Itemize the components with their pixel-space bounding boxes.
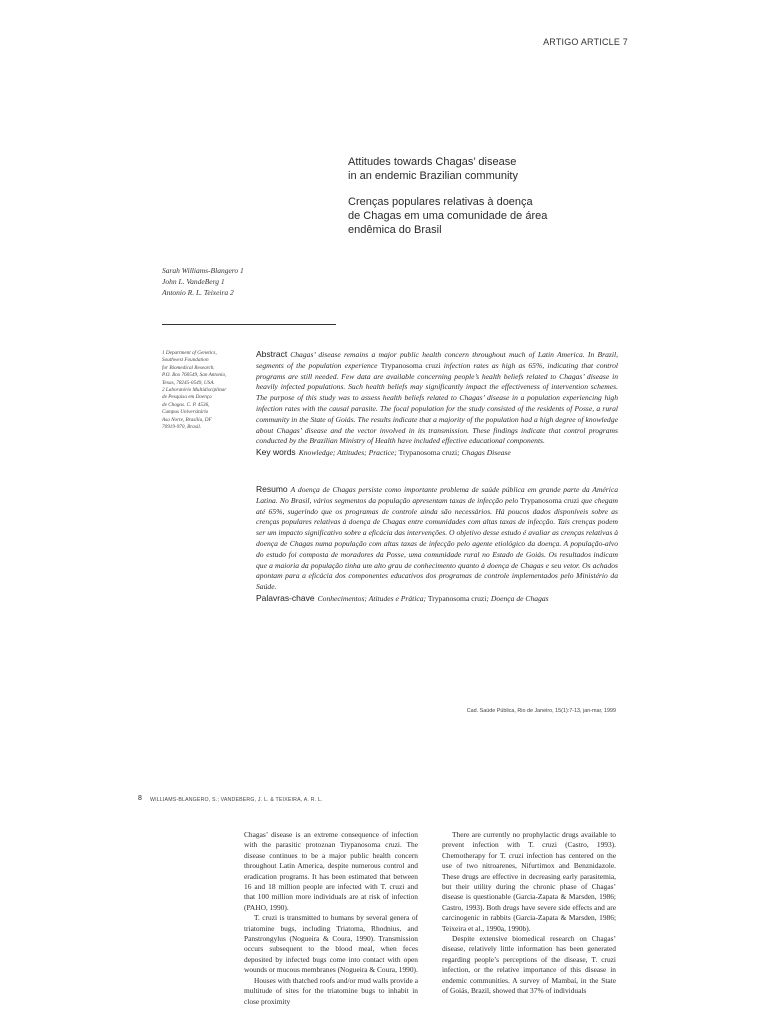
title-pt-line1: Crenças populares relativas à doença — [348, 196, 533, 208]
body-paragraph: Despite extensive biomedical research on Chagas’ disease, relatively little information has been generated regarding people’s perceptions of the disease, T. cruzi infection, or the relative importance of this disease in endemic communities. A survey of Mambaí, in the State of Goiás, Brazil, showed that 37% of individuals — [442, 934, 616, 996]
resumo-text-cont: que chegam até 65%, sugerindo que os programas de controle ainda são necessários. Há poucos dados disponíveis sobre as crenças populares relativas à doença de Chagas entre comunidades com altas taxas de infecção. Tais crenças podem ser um impacto significativo sobre a eficácia das intervenções. O objetivo desse estudo é avaliar as crenças relativas à doença de Chagas numa população com altas taxas de infecção pelo agente etiológico da doença. A população-alvo do estudo foi composta de moradores da Posse, uma comunidade rural no Estado de Goiás. Os resultados indicam que a maioria da população tinha um alto grau de conhecimento quanto à doença de Chagas e seu vetor. Os achados apontam para a eficácia dos componentes educativos dos programas de controle implementados pelo Ministério da Saúde. — [256, 495, 618, 592]
resumo-label: Resumo — [256, 484, 288, 494]
affiliation-line: de Chagas. C. P. 4536, — [162, 401, 210, 408]
page-number: 8 — [138, 795, 142, 802]
resumo-text: A doença de Chagas persiste como importante problema de saúde pública em grande parte da América Latina. No Brasil, vários segmentos da população apresentam taxas de infecção pelo — [256, 485, 618, 505]
resumo-paragraph — [256, 484, 618, 593]
abstract-paragraph — [256, 349, 618, 447]
body-paragraph: Houses with thatched roofs and/or mud walls provide a multitude of sites for the triatomine bugs to inhabit in close proximity — [244, 975, 418, 1006]
page2-running-head: WILLIAMS-BLANGERO, S.; VANDEBERG, J. L. & TEIXEIRA, A. R. L. — [150, 797, 323, 803]
abstract-species-name: Trypanosoma cruzi — [380, 360, 441, 370]
keywords-tail: ; Chagas Disease — [457, 448, 511, 458]
author-list — [162, 265, 244, 298]
author: Sarah Williams-Blangero 1 — [162, 266, 244, 275]
affiliation-line: 2 Laboratório Multidisciplinar — [162, 387, 227, 394]
abstract-english — [256, 349, 618, 458]
keywords — [256, 447, 618, 458]
abstract-label: Abstract — [256, 349, 288, 359]
body-column-left — [244, 830, 418, 1007]
body-column-right — [442, 830, 616, 997]
body-paragraph: Chagas’ disease is an extreme consequence of infection with the parasitic protozoan Trypanosoma cruzi. The disease continues to be a major public health concern throughout Latin America, despite numerous control and eradication programs. It has been estimated that between 16 and 18 million people are infected with T. cruzi and that 100 million more individuals are at risk of infection (PAHO, 1990). — [244, 830, 418, 912]
affiliations — [162, 350, 242, 431]
affiliation-line: P.O. Box 760549, San Antonio, — [162, 372, 227, 379]
keywords-species: Trypanosoma cruzi — [396, 448, 458, 458]
running-head: ARTIGO ARTICLE 7 — [543, 37, 628, 47]
affiliation-line: Campus Universitário — [162, 409, 209, 416]
title-en-line2: in an endemic Brazilian community — [348, 170, 518, 182]
title-pt-line3: endêmica do Brasil — [348, 224, 442, 236]
affiliation-line: Asa Norte, Brasília, DF — [162, 416, 212, 423]
title-en-line1: Attitudes towards Chagas’ disease — [348, 156, 517, 168]
affiliation-line: for Biomedical Research. — [162, 364, 215, 371]
keywords-label: Key words — [256, 447, 296, 458]
journal-citation: Cad. Saúde Pública, Rio de Janeiro, 15(1):7-13, jan-mar, 1999 — [466, 708, 616, 714]
body-paragraph: T. cruzi is transmitted to humans by several genera of triatomine bugs, including Triatoma, Rhodnius, and Panstrongylus (Nogueira & Coura, 1990). Transmission occurs subsequent to the blood meal, when feces deposited by infected bugs come into contact with open wounds or mucous membranes (Nogueira & Coura, 1990). — [244, 913, 418, 975]
affiliation-line: de Pesquisa em Doença — [162, 394, 212, 401]
author: John L. VandeBerg 1 — [162, 277, 225, 286]
abstract-text-cont: infection rates as high as 65%, indicating that control programs are still needed. Few data are available concerning people’s health beliefs related to Chagas’ disease in heavily infected populations. Such health beliefs may significantly impact the effectiveness of intervention schemes. The purpose of this study was to assess health beliefs related to Chagas’ disease in a population experiencing high infection rates with the causal parasite. The focal population for the study consisted of the residents of Posse, a rural community in the State of Goiás. The results indicate that a majority of the population had a high degree of knowledge about Chagas’ disease and the vector involved in its transmission. These findings indicate that control programs conducted by the Brazilian Ministry of Health have included effective educational components. — [256, 360, 618, 446]
palavras-chave — [256, 593, 618, 604]
palavras-chave-label: Palavras-chave — [256, 592, 315, 603]
affiliation-line: Texas, 78245-0549, USA. — [162, 379, 215, 386]
abstract-text: Chagas’ disease remains a major public health concern throughout much of Latin America. In Brazil, segments of the population experience — [256, 350, 618, 370]
affiliation-line: 70919-970, Brasil. — [162, 424, 202, 431]
keywords-text: Knowledge; Attitudes; Practice; — [298, 448, 397, 458]
affiliation-line: 1 Department of Genetics, — [162, 350, 217, 356]
abstract-portuguese — [256, 484, 618, 604]
title-pt-line2: de Chagas em uma comunidade de área — [348, 210, 548, 222]
resumo-species-name: Trypanosoma cruzi — [520, 495, 580, 505]
palavras-chave-species: Trypanosoma cruzi — [426, 593, 487, 603]
divider-rule — [162, 324, 336, 325]
palavras-chave-tail: ; Doença de Chagas — [486, 593, 549, 603]
body-paragraph: There are currently no prophylactic drugs available to prevent infection with T. cruzi (Castro, 1993). Chemotherapy for T. cruzi infection has centered on the use of two nitroarenes, Nifurtimox and Benznidazole. These drugs are effective in decreasing early parasitemia, but their utility during the chronic phase of Chagas’ disease is questionable (Garcia-Zapata & Marsden, 1986; Castro, 1993). Both drugs have severe side effects and are carcinogenic in rabbits (Garcia-Zapata & Marsden, 1986; Teixeira et al., 1990a, 1990b). — [442, 830, 616, 933]
affiliation-line: Southwest Foundation — [162, 357, 209, 364]
author: Antonio R. L. Teixeira 2 — [162, 288, 234, 297]
article-title — [348, 155, 638, 237]
palavras-chave-text: Conhecimentos; Atitudes e Prática; — [317, 593, 427, 603]
